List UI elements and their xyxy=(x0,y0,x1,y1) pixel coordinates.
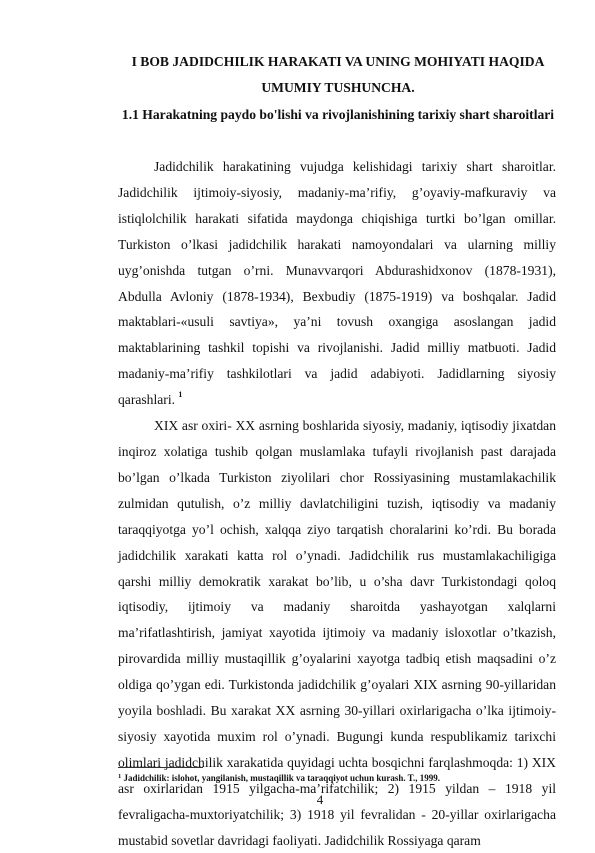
chapter-title: I BOB JADIDCHILIK HARAKATI VA UNING MOHIYATI HAQIDA UMUMIY TUSHUNCHA. xyxy=(131,54,545,95)
footnote-text: Jadidchilik: islohot, yangilanish, mustaqillik va taraqqiyot uchun kurash. T., 1999. xyxy=(123,773,441,783)
footnote-reference[interactable]: 1 xyxy=(178,390,183,400)
section-title: 1.1 Harakatning paydo bo'lishi va rivojlanishining tarixiy shart sharoitlari xyxy=(121,107,555,122)
page-number: 4 xyxy=(316,792,324,807)
footnote-divider xyxy=(118,767,203,768)
body-text xyxy=(118,154,556,853)
paragraph-2: XIX asr oxiri- XX asrning boshlarida siyosiy, madaniy, iqtisodiy jixatdan inqiroz xolatiga tushib qolgan muslamlaka tufayli rivojlanish past darajada bo’lgan o’lkada Turkiston ziyolilari chor Rossiyasining mustamlakachilik zulmidan qutulish, o’z milliy davlatchiligini tuzish, iqtisodiy va madaniy taraqqiyotga yo’l ochish, xalqqa ziyo tarqatish choralarini ko’rdi. Bu borada jadidchilik xarakati katta rol o’ynadi. Jadidchilik rus mustamlakachiligiga qarshi milliy demokratik xarakat bo’lib, u o’sha davr Turkistondagi qoloq iqtisodiy, ijtimoiy va madaniy sharoitda yashayotgan xalqlarni ma’rifatlashtirish, jamiyat xayotida ijtimoiy va madaniy isloxotlar o’tkazish, pirovardida milliy mustaqillik g’oyalarini xayotga tadbiq etish maqsadini o’z oldiga qo’ygan edi. Turkistonda jadidchilik g’oyalari XIX asrning 90-yillaridan yoyila boshladi. Bu xarakat XX asrning 30-yillari oxirlarigacha o’lka ijtimoiy-siyosiy xayotida muxim rol o’ynadi. Bugungi kunda respublikamiz tarixchi olimlari jadidchilik xarakatida quyidagi uchta bosqichni farqlashmoqda: 1) XIX asr oxirlaridan 1915 yilgacha-ma’rifatchilik; 2) 1915 yildan – 1918 yil fevraligacha-muxtoriyatchilik; 3) 1918 yil fevralidan - 20-yillar oxirlarigacha mustabid sovetlar davridagi faoliyati. Jadidchilik Rossiyaga qaram xyxy=(118,418,556,848)
footnote xyxy=(118,772,558,784)
paragraph-1 xyxy=(118,154,556,413)
paragraph-1-text: Jadidchilik harakatining vujudga kelishidagi tarixiy shart sharoitlar. Jadidchilik ijtimoiy-siyosiy, madaniy-ma’rifiy, g’oyaviy-mafkuraviy va istiqlolchilik harakati sifatida maydonga chiqishiga turtki bo’lgan omillar. Turkiston o’lkasi jadidchilik harakati namoyondalari va ularning milliy uyg’onishda tutgan o’rni. Munavvarqori Abdurashidxonov (1878-1931), Abdulla Avloniy (1878-1934), Bexbudiy (1875-1919) va boshqalar. Jadid maktablari-«usuli savtiya», ya’ni tovush oxangiga asoslangan jadid maktablarining tashkil topishi va rivojlanishi. Jadid milliy matbuoti. Jadid madaniy-ma’rifiy tashkilotlari va jadid adabiyoti. Jadidlarning siyosiy qarashlari. xyxy=(118,159,556,408)
footnote-marker: 1 xyxy=(118,773,122,780)
